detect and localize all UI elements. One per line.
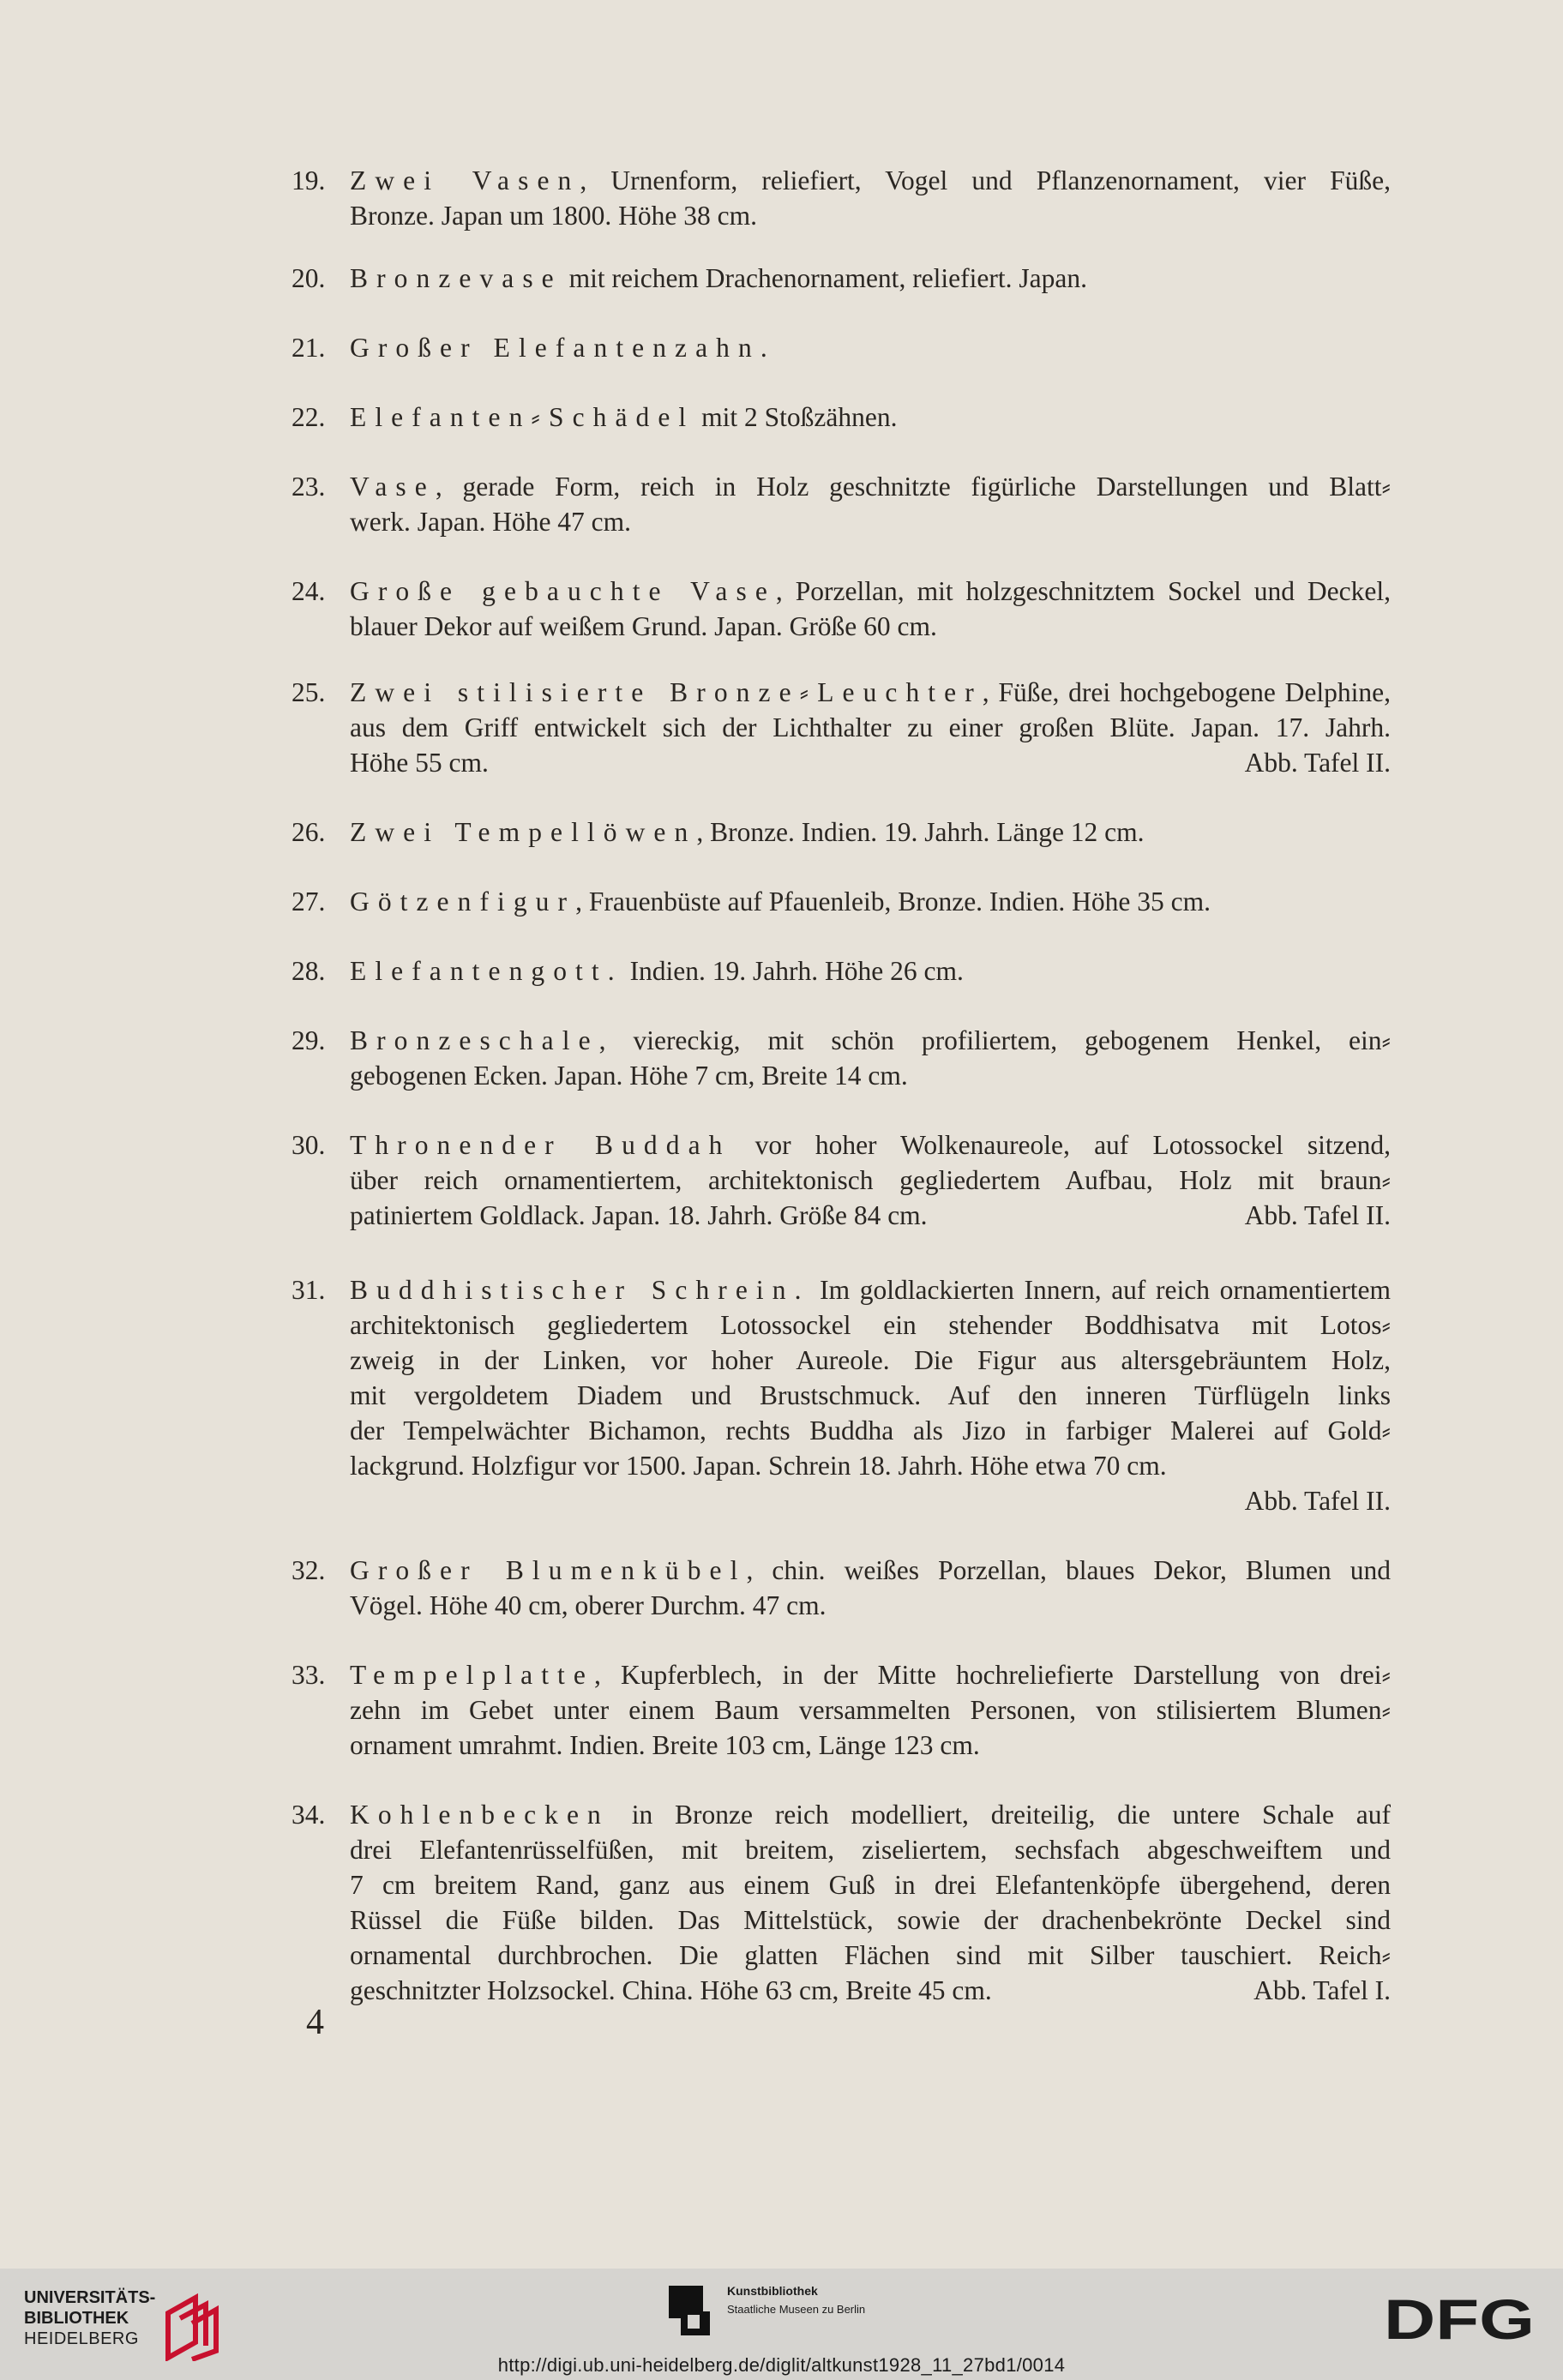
entry-title: Elefantengott. — [350, 956, 623, 986]
catalog-entry — [292, 574, 1391, 644]
dfg-logo-text: DFG — [1384, 2291, 1535, 2346]
entry-line — [350, 1692, 1391, 1728]
entry-line — [350, 745, 1391, 780]
entry-number: 23. — [292, 472, 326, 502]
entry-text: aus dem Griff entwickelt sich der Lichthalter zu einer großen Blüte. Japan. 17. Jahrh. — [350, 712, 1391, 742]
entry-title: Kohlenbecken — [350, 1800, 610, 1830]
entry-line — [350, 198, 1391, 233]
entry-text: vor hoher Wolkenaureole, auf Lotossockel sitzend, — [730, 1130, 1391, 1160]
entry-line — [350, 1553, 1391, 1588]
entry-text: 7 cm breitem Rand, ganz aus einem Guß in drei Elefantenköpfe übergehend, deren — [350, 1870, 1391, 1900]
entry-number: 24. — [292, 576, 326, 606]
page-number: 4 — [306, 2003, 324, 2042]
entry-title: Vase — [350, 472, 436, 502]
catalog-entry — [292, 1797, 1391, 2008]
catalog-entry — [292, 261, 1391, 296]
entry-title: Großer Elefantenzahn. — [350, 333, 776, 363]
entry-text: mit reichem Drachenornament, reliefiert. Japan. — [562, 263, 1087, 293]
entry-line — [350, 1867, 1391, 1902]
entry-text: geschnitzter Holzsockel. China. Höhe 63 cm, Breite 45 cm. — [350, 1975, 992, 2005]
entry-number: 27. — [292, 886, 326, 917]
entry-text: , viereckig, mit schön profiliertem, gebogenem Henkel, ein⸗ — [598, 1025, 1391, 1055]
entry-line — [350, 1272, 1391, 1307]
entry-text: mit vergoldetem Diadem und Brustschmuck. Auf den inneren Türflügeln links — [350, 1380, 1391, 1410]
entry-line — [350, 1832, 1391, 1867]
catalog-entry — [292, 163, 1391, 233]
book-emblem-icon — [161, 2293, 221, 2361]
entry-text: Indien. 19. Jahrh. Höhe 26 cm. — [622, 956, 964, 986]
entry-text: werk. Japan. Höhe 47 cm. — [350, 507, 632, 537]
entry-text: in Bronze reich modelliert, dreiteilig, die untere Schale auf — [609, 1800, 1391, 1830]
entry-title: Bronzevase — [350, 263, 562, 293]
entry-text: Höhe 55 cm. — [350, 748, 489, 778]
entry-line — [350, 1797, 1391, 1832]
catalog-entry — [292, 675, 1391, 780]
entry-text: ornament umrahmt. Indien. Breite 103 cm, Länge 123 cm. — [350, 1730, 980, 1760]
entry-title: Elefanten⸗Schädel — [350, 402, 695, 432]
entry-line — [350, 1973, 1391, 2008]
logo-text-line2: BIBLIOTHEK — [24, 2309, 129, 2328]
entry-line — [350, 1127, 1391, 1163]
entry-number: 21. — [292, 333, 326, 363]
entry-title: Große gebauchte Vase — [350, 576, 776, 606]
entry-line — [350, 1448, 1391, 1483]
entry-number: 22. — [292, 402, 326, 432]
entry-text: , Füße, drei hochgebogene Delphine, — [982, 677, 1391, 707]
entry-line — [350, 1657, 1391, 1692]
kunstbibliothek-logo[interactable] — [669, 2281, 909, 2341]
kunstbibliothek-emblem-icon — [669, 2286, 717, 2337]
entry-line — [350, 261, 1391, 296]
entry-title: Zwei Tempellöwen — [350, 817, 697, 847]
catalog-entry — [292, 953, 1391, 989]
entry-title: Buddhistischer Schrein. — [350, 1275, 810, 1305]
entry-text: ornamental durchbrochen. Die glatten Flächen sind mit Silber tauschiert. Reich⸗ — [350, 1940, 1391, 1970]
entry-line — [350, 1588, 1391, 1623]
entry-text: gebogenen Ecken. Japan. Höhe 7 cm, Breite 14 cm. — [350, 1061, 908, 1091]
entry-line — [350, 1378, 1391, 1413]
entry-text: Bronze. Japan um 1800. Höhe 38 cm. — [350, 201, 758, 231]
plate-reference-line — [350, 1483, 1391, 1518]
plate-reference: Abb. Tafel II. — [1244, 1486, 1391, 1516]
entry-line — [350, 163, 1391, 198]
entry-number: 20. — [292, 263, 326, 293]
entry-title: Zwei Vasen — [350, 165, 580, 195]
entry-text: blauer Dekor auf weißem Grund. Japan. Größe 60 cm. — [350, 611, 937, 641]
entry-text: , Frauenbüste auf Pfauenleib, Bronze. Indien. Höhe 35 cm. — [575, 886, 1211, 917]
entry-text: , Kupferblech, in der Mitte hochreliefierte Darstellung von drei⸗ — [593, 1660, 1391, 1690]
kunstbibliothek-name: Kunstbibliothek — [727, 2284, 818, 2298]
catalog-entry — [292, 330, 1391, 365]
entry-line — [350, 1307, 1391, 1343]
entry-title: Großer Blumenkübel — [350, 1555, 747, 1585]
entry-number: 25. — [292, 677, 326, 707]
catalog-entry — [292, 1657, 1391, 1763]
catalog-entry — [292, 1553, 1391, 1623]
entry-text: drei Elefantenrüsselfüßen, mit breitem, ziseliertem, sechsfach abgeschweiftem und — [350, 1835, 1391, 1865]
entry-number: 33. — [292, 1660, 326, 1690]
entry-line — [350, 710, 1391, 745]
catalog-entry — [292, 400, 1391, 435]
plate-reference: Abb. Tafel II. — [1244, 1200, 1391, 1230]
entry-number: 28. — [292, 956, 326, 986]
entry-text: patiniertem Goldlack. Japan. 18. Jahrh. Größe 84 cm. — [350, 1200, 928, 1230]
entry-text: zweig in der Linken, vor hoher Aureole. Die Figur aus altersgebräuntem Holz, — [350, 1345, 1391, 1375]
entry-line — [350, 1728, 1391, 1763]
entry-line — [350, 504, 1391, 539]
catalog-entry — [292, 884, 1391, 919]
footer-bar — [0, 2269, 1563, 2380]
kunstbibliothek-subtitle: Staatliche Museen zu Berlin — [727, 2303, 866, 2316]
catalog-entry — [292, 1023, 1391, 1093]
entry-line-text — [350, 1451, 1167, 1481]
entry-line — [350, 574, 1391, 609]
entry-number: 31. — [292, 1275, 326, 1305]
catalog-entry — [292, 469, 1391, 539]
catalog-entry — [292, 814, 1391, 850]
catalog-entry — [292, 1127, 1391, 1233]
entry-text: Rüssel die Füße bilden. Das Mittelstück, sowie der drachenbekrönte Deckel sind — [350, 1905, 1391, 1935]
entry-line — [350, 1902, 1391, 1938]
entry-line — [350, 1413, 1391, 1448]
entry-title: Zwei stilisierte Bronze⸗Leuchter — [350, 677, 983, 707]
entry-line — [350, 609, 1391, 644]
catalog-entry — [292, 1272, 1391, 1518]
source-url[interactable]: http://digi.ub.uni-heidelberg.de/diglit/altkunst1928_11_27bd1/0014 — [497, 2354, 1066, 2376]
entry-line — [350, 469, 1391, 504]
entry-text: , Porzellan, mit holzgeschnitztem Sockel und Deckel, — [775, 576, 1392, 606]
entry-line-text — [350, 1198, 928, 1233]
entry-line — [350, 1163, 1391, 1198]
entry-text: Vögel. Höhe 40 cm, oberer Durchm. 47 cm. — [350, 1590, 827, 1620]
entry-text: lackgrund. Holzfigur vor 1500. Japan. Schrein 18. Jahrh. Höhe etwa 70 cm. — [350, 1451, 1167, 1481]
entry-number: 29. — [292, 1025, 326, 1055]
entry-line — [350, 1938, 1391, 1973]
entry-number: 26. — [292, 817, 326, 847]
entry-text: , gerade Form, reich in Holz geschnitzte figürliche Darstellungen und Blatt⸗ — [435, 472, 1391, 502]
entry-text: , Urnenform, reliefiert, Vogel und Pflanzenornament, vier Füße, — [580, 165, 1392, 195]
plate-reference: Abb. Tafel II. — [1244, 748, 1391, 778]
entry-line-text — [350, 745, 489, 780]
dfg-logo[interactable] — [1384, 2291, 1538, 2346]
entry-title: Götzenfigur — [350, 886, 576, 917]
entry-text: der Tempelwächter Bichamon, rechts Buddha als Jizo in farbiger Malerei auf Gold⸗ — [350, 1415, 1391, 1445]
entry-text: , Bronze. Indien. 19. Jahrh. Länge 12 cm. — [696, 817, 1145, 847]
entry-number: 30. — [292, 1130, 326, 1160]
entry-line — [350, 330, 1391, 365]
entry-text: über reich ornamentiertem, architektonisch gegliedertem Aufbau, Holz mit braun⸗ — [350, 1165, 1391, 1195]
logo-text-line3: HEIDELBERG — [24, 2329, 139, 2348]
entry-text: mit 2 Stoßzähnen. — [694, 402, 898, 432]
entry-number: 32. — [292, 1555, 326, 1585]
entry-line — [350, 675, 1391, 710]
entry-line — [350, 1198, 1391, 1233]
entry-line — [350, 1023, 1391, 1058]
catalog-entry-list — [292, 163, 1391, 2008]
entry-line — [350, 1343, 1391, 1378]
entry-text: architektonisch gegliedertem Lotossockel ein stehender Boddhisatva mit Lotos⸗ — [350, 1310, 1391, 1340]
entry-text: Im goldlackierten Innern, auf reich ornamentiertem — [809, 1275, 1391, 1305]
entry-line-text — [350, 1973, 992, 2008]
entry-line — [350, 884, 1391, 919]
entry-line — [350, 953, 1391, 989]
entry-line — [350, 400, 1391, 435]
entry-title: Bronzeschale — [350, 1025, 599, 1055]
entry-line — [350, 1058, 1391, 1093]
entry-line — [350, 814, 1391, 850]
entry-number: 34. — [292, 1800, 326, 1830]
entry-title: Tempelplatte — [350, 1660, 594, 1690]
entry-text: , chin. weißes Porzellan, blaues Dekor, Blumen und — [746, 1555, 1391, 1585]
entry-number: 19. — [292, 165, 326, 195]
logo-text-line1: UNIVERSITÄTS- — [24, 2288, 156, 2307]
plate-reference: Abb. Tafel I. — [1253, 1975, 1391, 2005]
entry-text: zehn im Gebet unter einem Baum versammelten Personen, von stilisiertem Blumen⸗ — [350, 1695, 1391, 1725]
entry-title: Thronender Buddah — [350, 1130, 731, 1160]
heidelberg-university-library-logo[interactable] — [24, 2287, 230, 2365]
